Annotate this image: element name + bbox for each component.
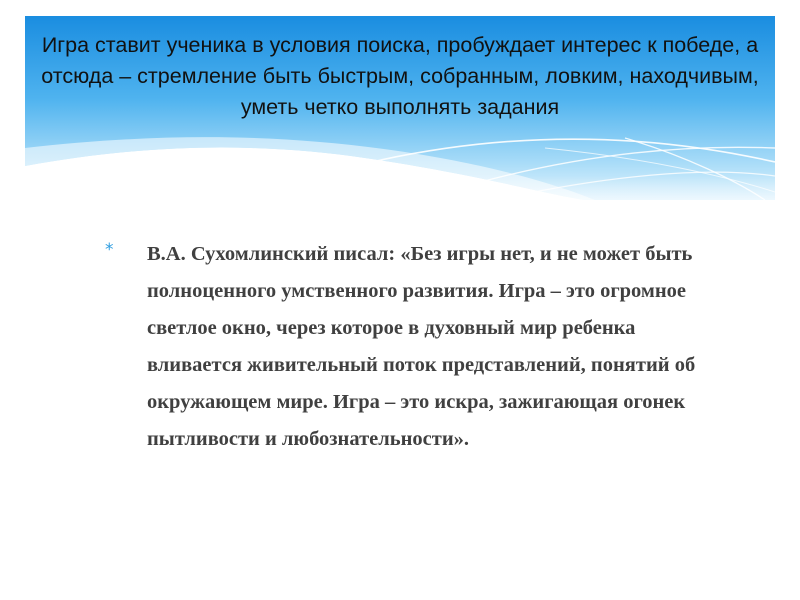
list-item: [105, 236, 725, 458]
quote-text: В.А. Сухомлинский писал: «Без игры нет, и не может быть полноценного умственного развития. Игра – это огромное светлое окно, через которое в духовный мир ребенка вливается живительный поток представлений, понятий об окружающем мире. Игра – это искра, зажигающая огонек пытливости и любознательности».: [147, 243, 696, 450]
asterisk-bullet-icon: *: [105, 240, 114, 260]
slide-title: Игра ставит ученика в условия поиска, пробуждает интерес к победе, а отсюда – стремление быть быстрым, собранным, ловким, находчивым, уметь четко выполнять задания: [41, 33, 759, 119]
bullet-list: [105, 236, 725, 458]
